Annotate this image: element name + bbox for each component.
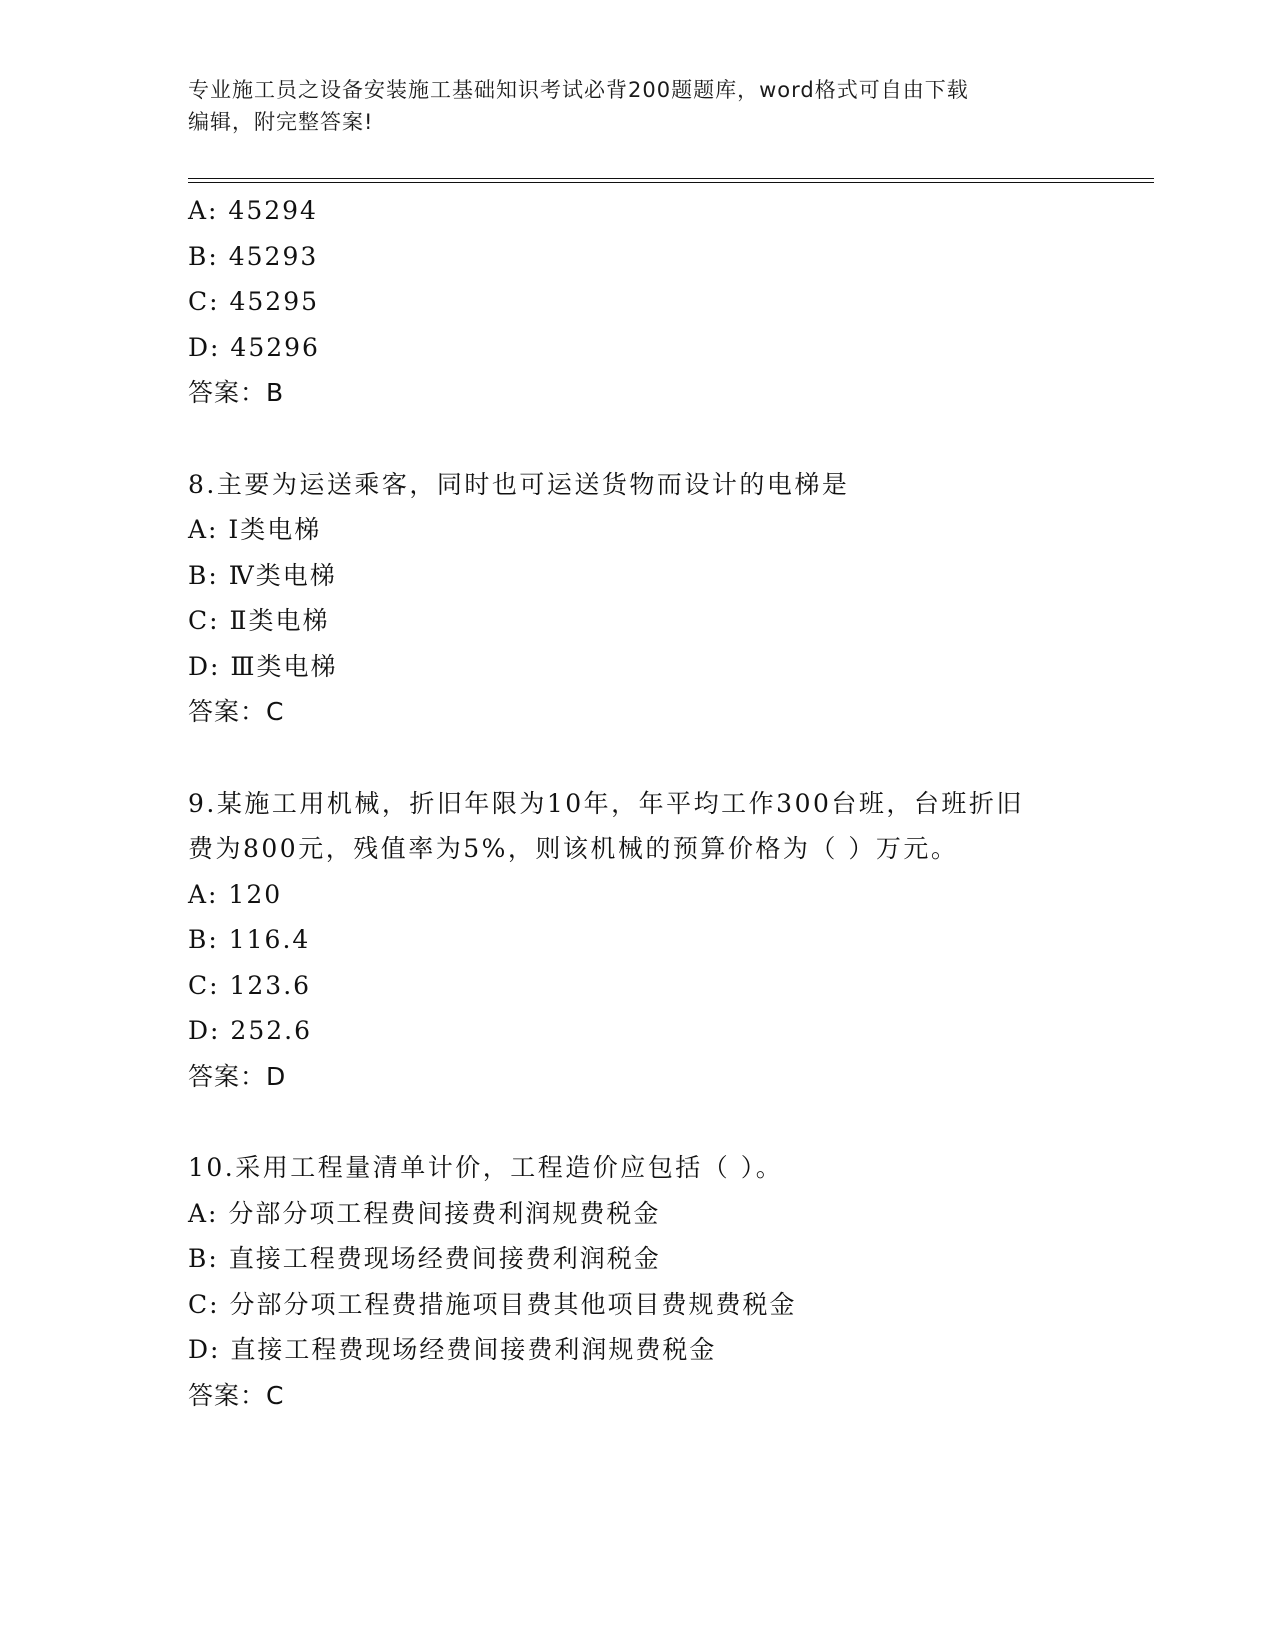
option-b: B: 45293 xyxy=(188,241,319,271)
option-d: D: Ⅲ类电梯 xyxy=(188,651,338,681)
option-b: B: 直接工程费现场经费间接费利润税金 xyxy=(188,1244,661,1273)
option-d: D: 45296 xyxy=(188,332,320,362)
question-block-8 xyxy=(188,462,1154,735)
option-a: A: 45294 xyxy=(188,196,318,225)
document-header xyxy=(188,74,1088,138)
option-c: C: 123.6 xyxy=(188,970,312,1000)
answer-line: 答案：C xyxy=(188,697,285,726)
option-a: A: 120 xyxy=(188,879,283,909)
option-b: B: 116.4 xyxy=(188,925,311,954)
option-d: D: 252.6 xyxy=(188,1016,312,1045)
question-stem-line-1: 9.某施工用机械，折旧年限为10年，年平均工作300台班，台班折旧 xyxy=(188,788,1024,818)
question-block-9 xyxy=(188,781,1154,1100)
answer-line: 答案：C xyxy=(188,1380,285,1410)
option-a: A: Ⅰ类电梯 xyxy=(188,515,322,544)
question-block-partial xyxy=(188,188,1154,416)
header-title-line-1: 专业施工员之设备安装施工基础知识考试必背200题题库，word格式可自由下载 xyxy=(188,78,969,102)
option-b: B: Ⅳ类电梯 xyxy=(188,560,337,590)
question-spacer xyxy=(188,416,1154,462)
question-spacer xyxy=(188,1099,1154,1145)
question-spacer xyxy=(188,735,1154,781)
header-divider xyxy=(188,178,1154,179)
question-stem-line-2: 费为800元，残值率为5%，则该机械的预算价格为（ ）万元。 xyxy=(188,834,959,863)
option-c: C: Ⅱ类电梯 xyxy=(188,606,330,635)
option-c: C: 分部分项工程费措施项目费其他项目费规费税金 xyxy=(188,1289,797,1319)
answer-line: 答案：D xyxy=(188,1061,287,1091)
answer-line: 答案：B xyxy=(188,378,285,407)
question-stem: 10.采用工程量清单计价，工程造价应包括（ ）。 xyxy=(188,1153,784,1182)
option-d: D: 直接工程费现场经费间接费利润规费税金 xyxy=(188,1335,717,1364)
question-block-10 xyxy=(188,1145,1154,1418)
option-a: A: 分部分项工程费间接费利润规费税金 xyxy=(188,1198,661,1228)
option-c: C: 45295 xyxy=(188,287,320,316)
question-list xyxy=(188,188,1154,1418)
header-title-line-2: 编辑，附完整答案! xyxy=(188,110,374,134)
question-stem: 8.主要为运送乘客，同时也可运送货物而设计的电梯是 xyxy=(188,469,850,499)
header-divider-secondary xyxy=(188,182,1154,183)
